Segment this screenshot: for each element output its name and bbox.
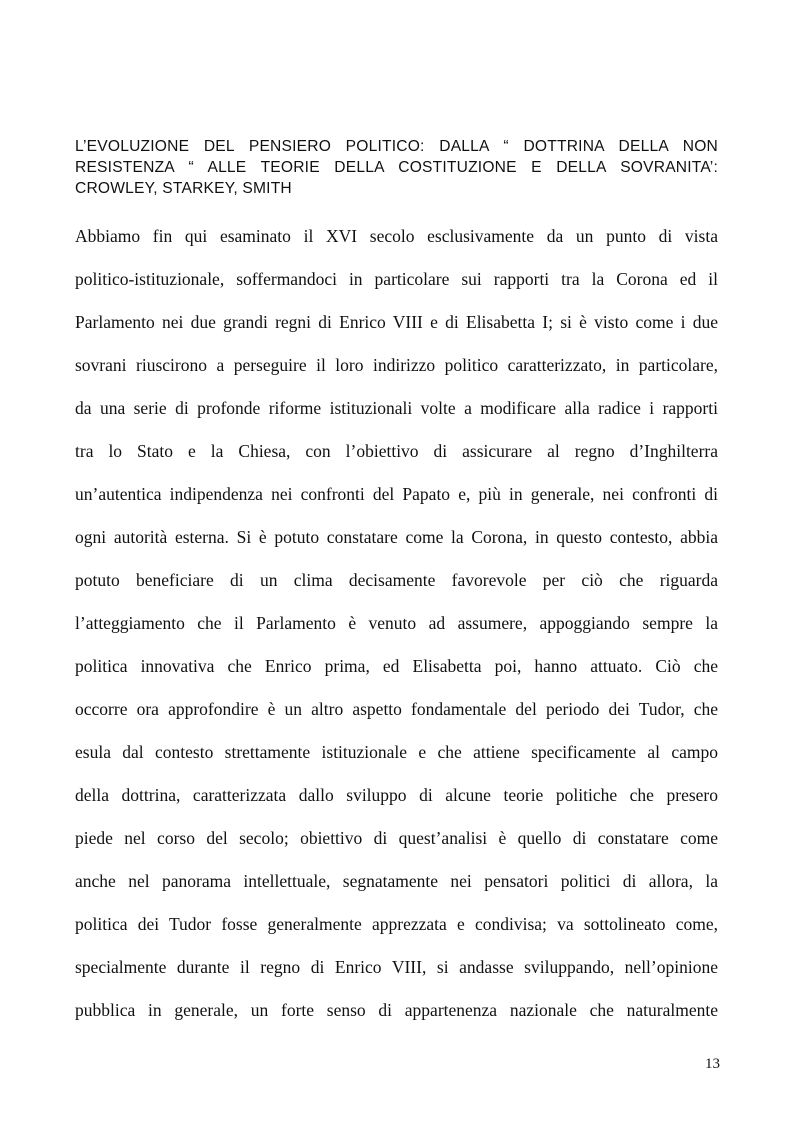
body-paragraph xyxy=(75,221,718,1038)
paragraph-line: sovrani riuscirono a perseguire il loro indirizzo politico caratterizzato, in particolare, xyxy=(75,355,718,375)
paragraph-line: Abbiamo fin qui esaminato il XVI secolo esclusivamente da un punto di vista xyxy=(75,226,718,246)
paragraph-line: politico-istituzionale, soffermandoci in particolare sui rapporti tra la Corona ed il xyxy=(75,269,718,289)
paragraph-line: ogni autorità esterna. Si è potuto constatare come la Corona, in questo contesto, abbia xyxy=(75,527,718,547)
paragraph-line: anche nel panorama intellettuale, segnatamente nei pensatori politici di allora, la xyxy=(75,871,718,891)
paragraph-line: pubblica in generale, un forte senso di appartenenza nazionale che naturalmente xyxy=(75,1000,718,1020)
paragraph-line: piede nel corso del secolo; obiettivo di quest’analisi è quello di constatare come xyxy=(75,828,718,848)
paragraph-line: Parlamento nei due grandi regni di Enrico VIII e di Elisabetta I; si è visto come i due xyxy=(75,312,718,332)
paragraph-line: della dottrina, caratterizzata dallo sviluppo di alcune teorie politiche che presero xyxy=(75,785,718,805)
chapter-heading: L’EVOLUZIONE DEL PENSIERO POLITICO: DALLA “ DOTTRINA DELLA NON RESISTENZA “ ALLE TEORIE DELLA COSTITUZIONE E DELLA SOVRANITA’: CROWLEY, STARKEY, SMITH xyxy=(75,138,718,197)
paragraph-line: occorre ora approfondire è un altro aspetto fondamentale del periodo dei Tudor, che xyxy=(75,699,718,719)
paragraph-line: specialmente durante il regno di Enrico VIII, si andasse sviluppando, nell’opinione xyxy=(75,957,718,977)
paragraph-line: tra lo Stato e la Chiesa, con l’obiettivo di assicurare al regno d’Inghilterra xyxy=(75,441,718,461)
paragraph-line: potuto beneficiare di un clima decisamente favorevole per ciò che riguarda xyxy=(75,570,718,590)
paragraph-line: politica innovativa che Enrico prima, ed Elisabetta poi, hanno attuato. Ciò che xyxy=(75,656,718,676)
paragraph-line: un’autentica indipendenza nei confronti del Papato e, più in generale, nei confronti di xyxy=(75,484,718,504)
paragraph-line: da una serie di profonde riforme istituzionali volte a modificare alla radice i rapporti xyxy=(75,398,718,418)
paragraph-line: politica dei Tudor fosse generalmente apprezzata e condivisa; va sottolineato come, xyxy=(75,914,718,934)
page-number: 13 xyxy=(705,1056,720,1072)
paragraph-line: esula dal contesto strettamente istituzionale e che attiene specificamente al campo xyxy=(75,742,718,762)
paragraph-line: l’atteggiamento che il Parlamento è venuto ad assumere, appoggiando sempre la xyxy=(75,613,718,633)
